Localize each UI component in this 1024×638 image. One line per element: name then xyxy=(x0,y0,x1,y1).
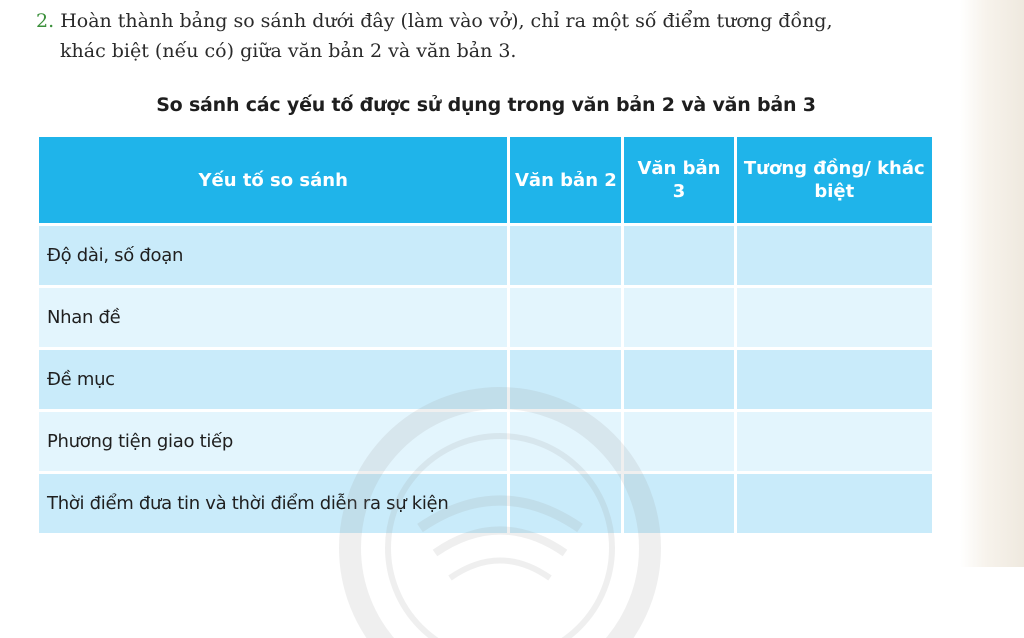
row-text-3-cell xyxy=(623,349,735,411)
row-comparison-cell xyxy=(735,349,932,411)
table-row xyxy=(39,225,932,287)
row-comparison-cell xyxy=(735,225,932,287)
row-text-3-cell xyxy=(623,225,735,287)
row-criteria-cell: Độ dài, số đoạn xyxy=(39,225,509,287)
row-criteria-cell: Nhan đề xyxy=(39,287,509,349)
table-row xyxy=(39,473,932,534)
row-text-3-cell xyxy=(623,411,735,473)
row-text-2-cell xyxy=(509,225,623,287)
header-text-2: Văn bản 2 xyxy=(509,137,623,225)
page-edge xyxy=(960,0,1024,567)
row-text-2-cell xyxy=(509,473,623,534)
table-row xyxy=(39,349,932,411)
row-comparison-cell xyxy=(735,287,932,349)
question-number: 2. xyxy=(36,10,55,32)
comparison-table xyxy=(39,137,932,533)
table-row xyxy=(39,411,932,473)
row-criteria-cell: Phương tiện giao tiếp xyxy=(39,411,509,473)
table-title: So sánh các yếu tố được sử dụng trong văn bản 2 và văn bản 3 xyxy=(156,94,816,116)
question-text xyxy=(36,6,956,66)
header-similarity-difference: Tương đồng/ khác biệt xyxy=(735,137,932,225)
row-criteria-cell: Đề mục xyxy=(39,349,509,411)
question-line-2: khác biệt (nếu có) giữa văn bản 2 và văn bản 3. xyxy=(60,40,517,62)
row-text-3-cell xyxy=(623,473,735,534)
row-text-2-cell xyxy=(509,411,623,473)
header-text-3: Văn bản 3 xyxy=(623,137,735,225)
header-criteria: Yếu tố so sánh xyxy=(39,137,509,225)
row-comparison-cell xyxy=(735,411,932,473)
question-line-1: Hoàn thành bảng so sánh dưới đây (làm vào vở), chỉ ra một số điểm tương đồng, xyxy=(60,10,833,32)
row-text-2-cell xyxy=(509,349,623,411)
table-header-row xyxy=(39,137,932,225)
row-comparison-cell xyxy=(735,473,932,534)
table-row xyxy=(39,287,932,349)
row-text-3-cell xyxy=(623,287,735,349)
row-criteria-cell: Thời điểm đưa tin và thời điểm diễn ra sự kiện xyxy=(39,473,509,534)
row-text-2-cell xyxy=(509,287,623,349)
